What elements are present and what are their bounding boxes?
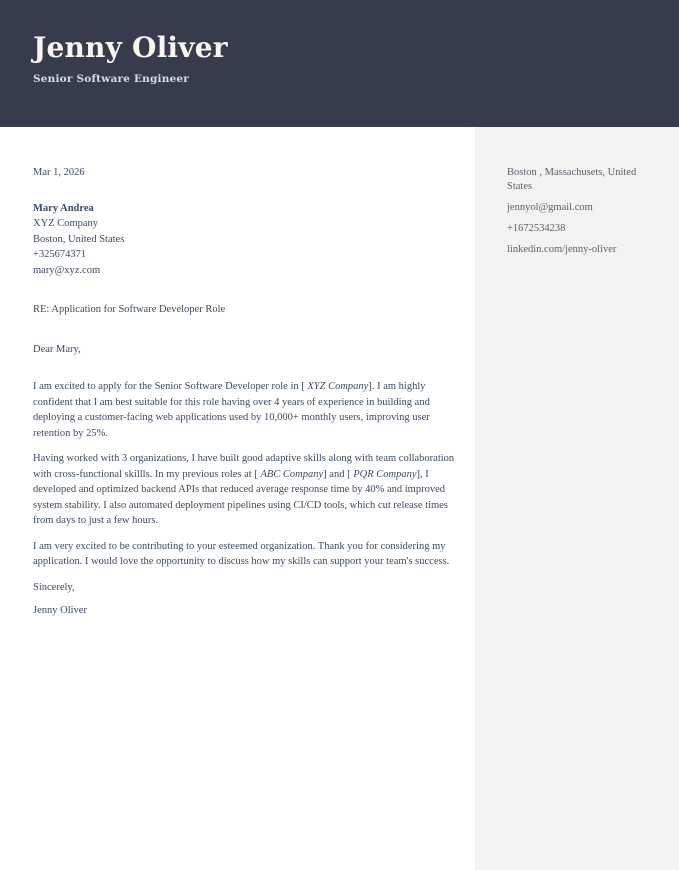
paragraph-text: I am very excited to be contributing to your esteemed organization. Thank you for considering my application. I would love the opportunity to discuss how my skills can support your team's success. (33, 540, 450, 567)
recipient-block (33, 201, 455, 279)
letter-paragraphs (33, 379, 455, 570)
candidate-job-title: Senior Software Engineer (33, 73, 190, 86)
header (0, 0, 679, 127)
subject-line: RE: Application for Software Developer Role (33, 304, 226, 315)
paragraph-text: Having worked with 3 organizations, I have built good adaptive skills along with team collaboration with cross-functional skillls. In my previous roles at [ (33, 453, 455, 480)
recipient-phone: +325674371 (33, 249, 87, 260)
recipient-email: mary@xyz.com (33, 264, 101, 276)
recipient-company: XYZ Company (33, 218, 99, 229)
paragraph-text: ] and [ (323, 468, 354, 480)
letter-date: Mar 1, 2026 (33, 167, 85, 178)
company-placeholder: PQR Company (353, 468, 417, 480)
contact-phone: +1672534238 (507, 223, 566, 234)
contact-location: Boston , Massachusets, United States (507, 167, 637, 192)
recipient-name: Mary Andrea (33, 202, 94, 214)
salutation: Dear Mary, (33, 343, 81, 355)
paragraph (33, 539, 455, 570)
recipient-location: Boston, United States (33, 233, 125, 245)
contact-email: jennyol@gmail.com (507, 202, 593, 213)
paragraph-text: ], I developed and optimized backend APIs that reduced average response time by 40% and improved system stability. I also automated deployment pipelines using CI/CD tools, which cut release times from days to just a few hours. (33, 468, 448, 526)
paragraph (33, 379, 455, 441)
candidate-name: Jenny Oliver (33, 31, 228, 64)
signature: Jenny Oliver (33, 605, 87, 616)
paragraph-text: ]. I am highly confident that I am best suitable for this role having over 4 years of experience in building and deploying a customer-facing web applications used by 10,000+ monthly users, improving user retention by 25%. (33, 381, 430, 439)
company-placeholder: XYZ Company (307, 381, 369, 392)
paragraph (33, 451, 455, 529)
contact-sidebar (475, 127, 679, 870)
closing: Sincerely, (33, 581, 75, 593)
company-placeholder: ABC Company (260, 468, 324, 480)
contact-linkedin: linkedin.com/jenny-oliver (507, 244, 617, 255)
paragraph-text: I am excited to apply for the Senior Software Developer role in [ (33, 381, 308, 392)
letter-body (0, 127, 475, 619)
